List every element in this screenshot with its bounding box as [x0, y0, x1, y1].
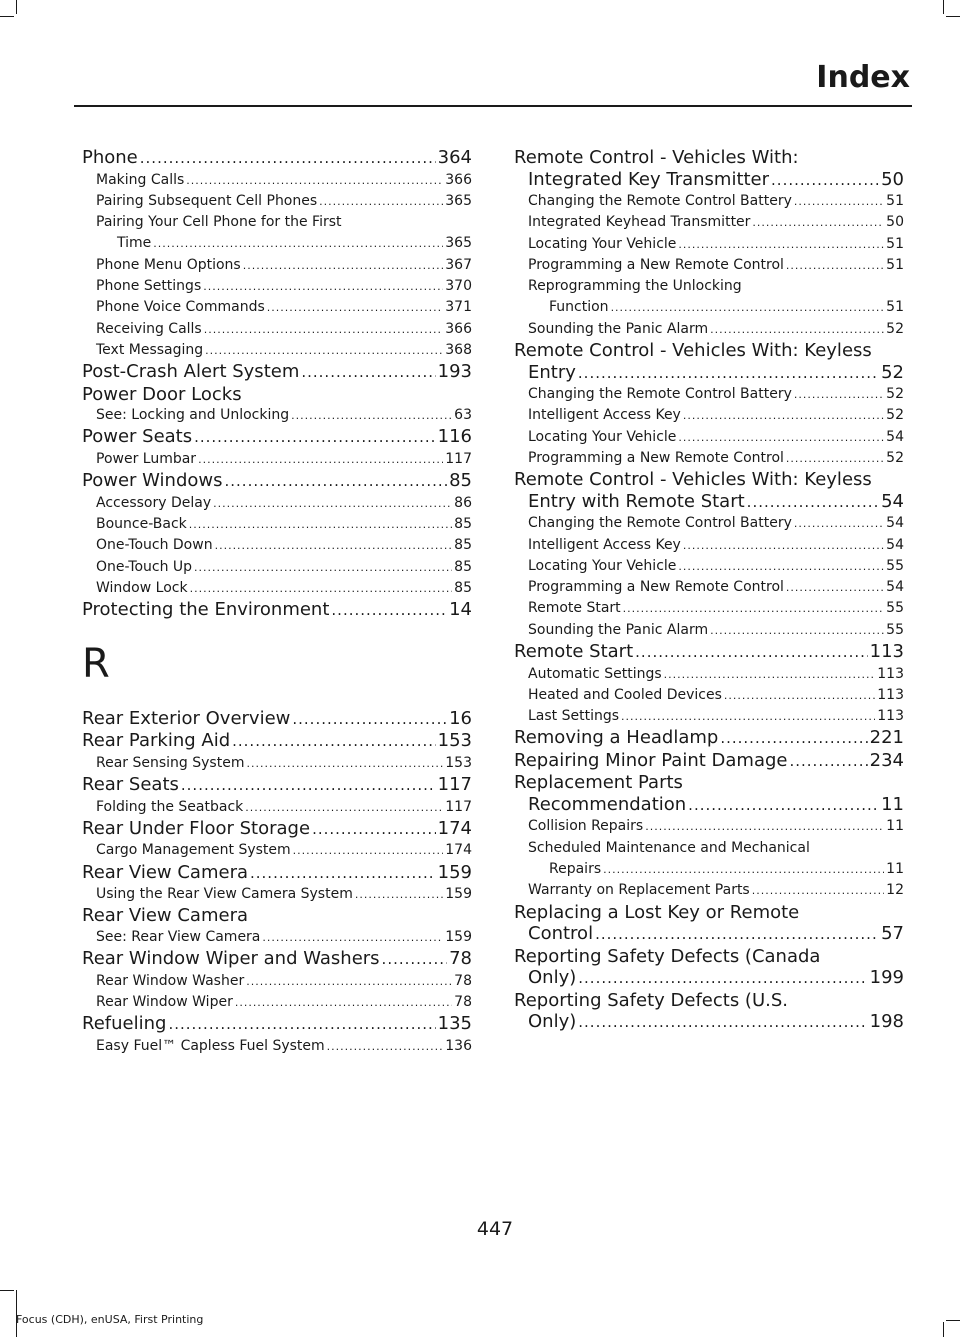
index-subentry[interactable]: [514, 816, 904, 837]
index-subentry-label: Reprogramming the Unlocking: [528, 278, 742, 295]
index-entry[interactable]: [82, 1013, 472, 1036]
entry-text: Only): [528, 967, 577, 989]
crop-mark: [943, 1322, 944, 1337]
entry-text: Power Seats: [82, 426, 193, 448]
entry-text: Using the Rear View Camera System: [96, 886, 353, 903]
entry-page: 52: [886, 449, 904, 466]
index-subentry[interactable]: [82, 753, 472, 774]
entry-text: Text Messaging: [96, 341, 204, 358]
entry-page: 365: [445, 235, 472, 252]
index-entry[interactable]: [82, 599, 472, 622]
entry-page: 55: [886, 600, 904, 617]
entry-page: 57: [881, 923, 904, 945]
entry-page: 153: [445, 754, 472, 771]
entry-page: 85: [454, 558, 472, 575]
index-subentry[interactable]: [514, 448, 904, 469]
crop-mark: [0, 1290, 14, 1291]
entry-page: 113: [877, 686, 904, 703]
entry-page: 85: [454, 516, 472, 533]
index-subentry[interactable]: [82, 578, 472, 599]
index-subentry[interactable]: [82, 1036, 472, 1057]
index-subentry[interactable]: [82, 276, 472, 297]
entry-text: Receiving Calls: [96, 320, 202, 337]
index-entry-label: Reporting Safety Defects (Canada: [514, 945, 821, 967]
entry-page: 78: [454, 994, 472, 1011]
entry-text: Locating Your Vehicle: [528, 557, 677, 574]
entry-text: Protecting the Environment: [82, 599, 330, 621]
index-subentry[interactable]: [514, 297, 904, 318]
index-subentry-label: Pairing Your Cell Phone for the First: [96, 214, 342, 231]
entry-text: Rear Under Floor Storage: [82, 817, 311, 839]
entry-page: 54: [886, 536, 904, 553]
index-entry[interactable]: [82, 470, 472, 493]
entry-page: 11: [886, 818, 904, 835]
entry-text: Locating Your Vehicle: [528, 428, 677, 445]
entry-text: Integrated Keyhead Transmitter: [528, 214, 751, 231]
entry-text: Refueling: [82, 1013, 167, 1035]
entry-text: Rear Window Wiper: [96, 994, 233, 1011]
index-entry[interactable]: [514, 362, 904, 385]
entry-page: 113: [877, 708, 904, 725]
title-rule: [74, 105, 912, 107]
index-entry-label: Remote Control - Vehicles With:: [514, 147, 799, 168]
entry-text: Pairing Subsequent Cell Phones: [96, 192, 318, 209]
entry-page: 366: [445, 171, 472, 188]
entry-text: One-Touch Down: [96, 537, 213, 554]
index-subentry[interactable]: [514, 598, 904, 619]
index-entry[interactable]: [82, 361, 472, 384]
entry-text: Locating Your Vehicle: [528, 235, 677, 252]
entry-text: Changing the Remote Control Battery: [528, 193, 792, 209]
entry-text: Programming a New Remote Control: [528, 579, 784, 596]
entry-page: 54: [886, 428, 904, 445]
index-subentry[interactable]: [514, 685, 904, 706]
index-entry[interactable]: [514, 794, 904, 817]
entry-text: Integrated Key Transmitter: [528, 168, 770, 190]
entry-text: Entry: [528, 361, 576, 383]
index-entry[interactable]: [82, 147, 472, 170]
entry-text: Rear Parking Aid: [82, 730, 231, 752]
index-entry-label: Replacing a Lost Key or Remote: [514, 901, 800, 923]
index-subentry[interactable]: [514, 319, 904, 340]
entry-page: 52: [881, 361, 904, 383]
entry-page: 117: [445, 798, 472, 815]
index-entry-label: Remote Control - Vehicles With: Keyless: [514, 469, 872, 491]
entry-text: Rear Seats: [82, 774, 179, 796]
index-entry[interactable]: [514, 169, 904, 192]
entry-text: Cargo Management System: [96, 842, 291, 859]
entry-page: 16: [449, 707, 472, 729]
entry-page: 364: [437, 147, 472, 168]
index-subentry[interactable]: [514, 664, 904, 685]
entry-text: Intelligent Access Key: [528, 407, 681, 424]
index-entry[interactable]: [514, 923, 904, 946]
entry-page: 51: [886, 235, 904, 252]
index-subentry[interactable]: [514, 577, 904, 598]
entry-page: 50: [881, 168, 904, 190]
entry-page: 51: [886, 256, 904, 273]
entry-text: Changing the Remote Control Battery: [528, 386, 792, 403]
index-entry-label: Power Door Locks: [82, 383, 242, 405]
entry-text: Power Windows: [82, 470, 223, 492]
entry-page: 51: [886, 193, 904, 209]
index-subentry[interactable]: [514, 556, 904, 577]
entry-page: 63: [454, 407, 472, 424]
entry-text: Rear Window Washer: [96, 972, 245, 989]
index-subentry[interactable]: [82, 449, 472, 470]
entry-text: Remote Start: [528, 600, 621, 617]
entry-text: Rear Window Wiper and Washers: [82, 948, 380, 970]
crop-mark: [946, 16, 960, 17]
entry-page: 221: [869, 727, 904, 749]
entry-text: Phone Settings: [96, 277, 202, 294]
entry-text: Control: [528, 923, 594, 945]
index-subentry[interactable]: [82, 493, 472, 514]
entry-text: Removing a Headlamp: [514, 727, 719, 749]
index-subentry[interactable]: [82, 191, 472, 212]
index-entry[interactable]: [514, 967, 904, 990]
index-subentry[interactable]: [82, 297, 472, 318]
entry-text: Collision Repairs: [528, 818, 644, 835]
index-subentry[interactable]: [514, 255, 904, 276]
entry-page: 136: [445, 1037, 472, 1054]
index-subentry[interactable]: [514, 535, 904, 556]
entry-page: 54: [886, 579, 904, 596]
entry-text: Recommendation: [528, 793, 687, 815]
index-subentry[interactable]: [82, 971, 472, 992]
entry-text: Phone: [82, 147, 138, 168]
entry-page: 153: [437, 730, 472, 752]
index-subentry[interactable]: [514, 513, 904, 534]
entry-page: 174: [445, 842, 472, 859]
index-subentry[interactable]: [514, 859, 904, 880]
entry-text: Sounding the Panic Alarm: [528, 621, 709, 638]
index-subentry[interactable]: [82, 170, 472, 191]
page-number: 447: [476, 1218, 514, 1240]
entry-page: 234: [869, 749, 904, 771]
entry-text: One-Touch Up: [96, 558, 193, 575]
entry-text: Programming a New Remote Control: [528, 449, 784, 466]
entry-page: 12: [886, 882, 904, 899]
index-entry[interactable]: [514, 727, 904, 750]
entry-text: See: Locking and Unlocking: [96, 407, 290, 424]
entry-text: Power Lumbar: [96, 450, 197, 467]
crop-mark: [16, 0, 17, 14]
entry-text: Bounce-Back: [96, 516, 187, 533]
entry-page: 11: [886, 861, 904, 878]
entry-page: 367: [445, 256, 472, 273]
index-subentry-label: Scheduled Maintenance and Mechanical: [528, 839, 810, 856]
page-title: Index: [816, 60, 910, 95]
entry-page: 52: [886, 407, 904, 424]
entry-page: 116: [437, 426, 472, 448]
index-subentry[interactable]: [514, 427, 904, 448]
entry-page: 52: [886, 386, 904, 403]
index-entry[interactable]: [82, 818, 472, 841]
entry-page: 365: [445, 192, 472, 209]
index-subentry[interactable]: [82, 992, 472, 1013]
index-subentry[interactable]: [82, 927, 472, 948]
index-subentry[interactable]: [82, 514, 472, 535]
index-entry[interactable]: [514, 750, 904, 773]
entry-text: Changing the Remote Control Battery: [528, 515, 792, 532]
entry-text: Phone Voice Commands: [96, 299, 265, 316]
entry-text: Only): [528, 1011, 577, 1033]
entry-page: 54: [881, 490, 904, 512]
entry-page: 174: [437, 817, 472, 839]
entry-page: 159: [437, 861, 472, 883]
entry-text: Time: [117, 235, 152, 252]
entry-text: Accessory Delay: [96, 494, 212, 511]
entry-text: Entry with Remote Start: [528, 490, 745, 512]
entry-text: Phone Menu Options: [96, 256, 241, 273]
crop-mark: [0, 16, 14, 17]
index-subentry[interactable]: [514, 234, 904, 255]
entry-page: 135: [437, 1013, 472, 1035]
entry-page: 159: [445, 928, 472, 945]
crop-mark: [943, 0, 944, 14]
index-entry-label: Reporting Safety Defects (U.S.: [514, 989, 788, 1011]
index-subentry[interactable]: [514, 405, 904, 426]
entry-page: 113: [869, 641, 904, 663]
entry-page: 193: [437, 361, 472, 383]
entry-text: Folding the Seatback: [96, 798, 244, 815]
entry-text: Post-Crash Alert System: [82, 361, 300, 383]
entry-text: Making Calls: [96, 171, 185, 188]
entry-page: 11: [881, 793, 904, 815]
index-subentry[interactable]: [82, 797, 472, 818]
index-entry-label: Replacement Parts: [514, 772, 683, 794]
entry-page: 371: [445, 299, 472, 316]
entry-text: See: Rear View Camera: [96, 928, 261, 945]
entry-text: Rear Sensing System: [96, 754, 245, 771]
index-entry[interactable]: [82, 774, 472, 797]
index-entry[interactable]: [82, 948, 472, 971]
entry-page: 51: [886, 299, 904, 316]
entry-text: Repairing Minor Paint Damage: [514, 749, 788, 771]
entry-page: 117: [437, 774, 472, 796]
index-entry[interactable]: [82, 862, 472, 885]
entry-page: 52: [886, 320, 904, 337]
index-entry[interactable]: [514, 491, 904, 514]
entry-page: 159: [445, 886, 472, 903]
entry-text: Heated and Cooled Devices: [528, 686, 722, 703]
index-subentry[interactable]: [82, 255, 472, 276]
entry-page: 85: [454, 579, 472, 596]
entry-text: Rear View Camera: [82, 861, 248, 883]
index-subentry[interactable]: [514, 880, 904, 901]
entry-text: Remote Start: [514, 641, 634, 663]
entry-text: Automatic Settings: [528, 665, 662, 682]
entry-text: Sounding the Panic Alarm: [528, 320, 709, 337]
entry-page: 370: [445, 277, 472, 294]
index-entry[interactable]: [82, 426, 472, 449]
entry-page: 50: [886, 214, 904, 231]
entry-text: Warranty on Replacement Parts: [528, 882, 750, 899]
entry-page: 54: [886, 515, 904, 532]
entry-text: Repairs: [549, 861, 602, 878]
entry-text: Intelligent Access Key: [528, 536, 681, 553]
entry-page: 14: [449, 599, 472, 621]
index-column-right: [514, 147, 904, 1034]
entry-page: 117: [445, 450, 472, 467]
entry-page: 78: [454, 972, 472, 989]
index-subentry[interactable]: [82, 340, 472, 361]
index-subentry[interactable]: [82, 405, 472, 426]
entry-text: Rear Exterior Overview: [82, 707, 291, 729]
index-subentry[interactable]: [82, 840, 472, 861]
entry-page: 199: [869, 967, 904, 989]
entry-page: 55: [886, 557, 904, 574]
index-subentry[interactable]: [514, 706, 904, 727]
entry-text: Programming a New Remote Control: [528, 256, 784, 273]
entry-text: Easy Fuel™ Capless Fuel System: [96, 1037, 325, 1054]
entry-text: Window Lock: [96, 579, 188, 596]
index-subentry[interactable]: [514, 620, 904, 641]
index-entry-label: Rear View Camera: [82, 905, 248, 927]
entry-page: 113: [877, 665, 904, 682]
index-subentry[interactable]: [514, 191, 904, 212]
entry-page: 366: [445, 320, 472, 337]
entry-page: 85: [454, 537, 472, 554]
entry-text: Function: [549, 299, 609, 316]
index-entry[interactable]: [82, 730, 472, 753]
index-subentry[interactable]: [82, 233, 472, 254]
footer-text: Focus (CDH), enUSA, First Printing: [16, 1313, 204, 1326]
index-entry-label: Remote Control - Vehicles With: Keyless: [514, 340, 872, 362]
entry-page: 86: [454, 494, 472, 511]
crop-mark: [946, 1320, 960, 1321]
index-subentry[interactable]: [82, 557, 472, 578]
index-subentry[interactable]: [82, 319, 472, 340]
index-subentry[interactable]: [82, 535, 472, 556]
entry-page: 198: [869, 1011, 904, 1033]
index-entry[interactable]: [514, 1011, 904, 1034]
index-entry[interactable]: [82, 708, 472, 731]
entry-page: 85: [449, 470, 472, 492]
entry-page: 55: [886, 621, 904, 638]
entry-page: 368: [445, 341, 472, 358]
index-subentry[interactable]: [82, 884, 472, 905]
index-subentry[interactable]: [514, 384, 904, 405]
index-column-left: [82, 147, 472, 1057]
section-letter: R: [82, 640, 110, 687]
entry-page: 78: [449, 948, 472, 970]
index-subentry[interactable]: [514, 212, 904, 233]
index-entry[interactable]: [514, 641, 904, 664]
entry-text: Last Settings: [528, 708, 620, 725]
